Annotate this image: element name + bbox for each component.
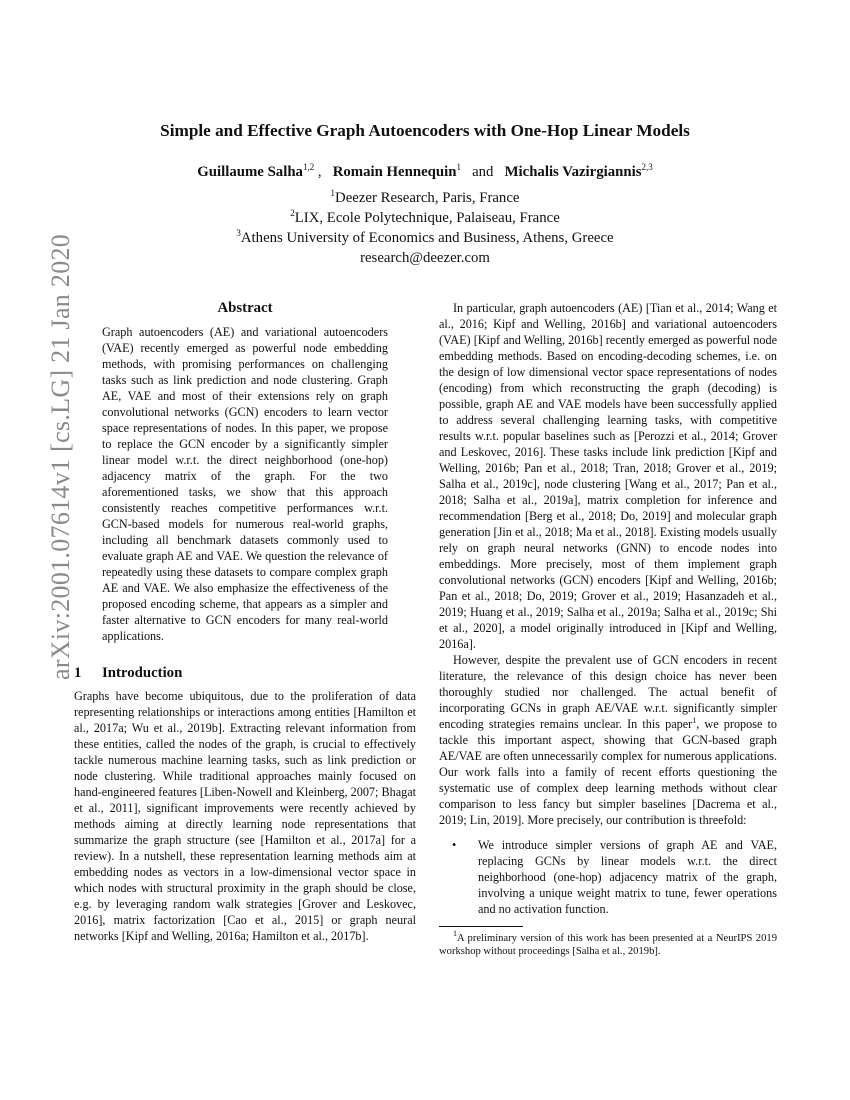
section-number: 1	[74, 665, 82, 681]
footnote-mark: 1	[453, 929, 457, 938]
abstract-heading: Abstract	[217, 300, 273, 316]
affiliation-1-mark: 1	[330, 188, 336, 198]
author-2: Romain Hennequin	[332, 164, 457, 180]
intro-paragraph-3	[439, 652, 777, 828]
abstract-body: Graph autoencoders (AE) and variational autoencoders (VAE) recently emerged as powerful node embedding methods, with promising performances on challenging tasks such as link prediction and node clustering. Graph AE, VAE and most of their extensions rely on graph convolutional networks (GCN) encoders to learn vector space representations of nodes. In this paper, we propose to replace the GCN encoder by a significantly simpler linear model w.r.t. the direct neighborhood (one-hop) adjacency matrix of the graph. For the two aforementioned tasks, we show that this approach consistently reaches competitive performances w.r.t. GCN-based models for numerous real-world graphs, including all benchmark datasets commonly used to evaluate graph AE and VAE. We question the relevance of repeatedly using these datasets to compare complex graph AE and VAE. We also emphasize the effectiveness of the proposed encoding scheme, that appears as a simpler and faster alternative to GCN encoders for many real-world applications.	[102, 325, 388, 643]
author-3-affil: 2,3	[641, 162, 653, 172]
intro-paragraph-1: Graphs have become ubiquitous, due to the proliferation of data representing relationships or interactions among entities [Hamilton et al., 2017a; Wu et al., 2019b]. Extracting relevant information from these entities, called the nodes of the graph, is crucial to effectively tackle numerous machine learning tasks, such as link prediction or node clustering. While traditional approaches mainly focused on hand-engineered features [Liben-Nowell and Kleinberg, 2007; Bhagat et al., 2011], significant improvements were recently achieved by methods aiming at directly learning node representations that summarize the graph structure (see [Hamilton et al., 2017a] for a review). In a nutshell, these representation learning methods aim at embedding nodes as vectors in a low-dimensional vector space in which nodes with structural proximity in the graph should be close, e.g. by leveraging random walk strategies [Grover and Leskovec, 2016], matrix factorization [Cao et al., 2015] or graph neural networks [Kipf and Welling, 2016a; Hamilton et al., 2017b].	[74, 689, 416, 943]
intro-paragraph-2: In particular, graph autoencoders (AE) [Tian et al., 2014; Wang et al., 2016; Kipf and Welling, 2016b] and variational autoencoders (VAE) [Kipf and Welling, 2016b] recently emerged as powerful node embedding methods. Based on encoding-decoding schemes, i.e. on the design of low dimensional vector space representations of nodes (encoding) from which reconstructing the graph (decoding) is possible, graph AE and VAE models have been successfully applied to address several challenging learning tasks, with competitive results w.r.t. popular baselines such as [Perozzi et al., 2014; Grover and Leskovec, 2016]. These tasks include link prediction [Kipf and Welling, 2016b; Pan et al., 2018; Tran, 2018; Grover et al., 2019; Salha et al., 2019c], node clustering [Wang et al., 2017; Pan et al., 2018; Salha et al., 2019a], matrix completion for inference and recommendation [Berg et al., 2018; Do, 2019] and molecular graph generation [Jin et al., 2018; Ma et al., 2018]. Existing models usually rely on graph neural networks (GNN) to encode nodes into embeddings. More precisely, most of them implement graph convolutional networks (GCN) encoders [Kipf and Welling, 2016b; Pan et al., 2018; Do, 2019; Grover et al., 2019; Hasanzadeh et al., 2019; Huang et al., 2019; Salha et al., 2019a; Salha et al., 2019c; Shi et al., 2020], a model originally introduced in [Kipf and Welling, 2016a].	[439, 301, 777, 651]
footnote-text: A preliminary version of this work has been presented at a NeurIPS 2019 workshop without proceedings [Salha et al., 2019b].	[439, 933, 777, 957]
contribution-list-item	[439, 837, 777, 917]
left-column	[74, 300, 416, 944]
author-3: Michalis Vazirgiannis	[504, 164, 642, 180]
affiliation-1	[0, 190, 850, 207]
affiliation-2-mark: 2	[290, 208, 295, 218]
author-list: Guillaume Salha$^{1,2}$ , Romain Hennequin$^1$ and Michalis Vazirgiannis$^{2,3}$	[197, 162, 653, 180]
author-2-affil: 1	[456, 162, 461, 172]
footnote-reference[interactable]: 1	[692, 716, 697, 725]
affiliation-1-text: Deezer Research, Paris, France	[335, 190, 520, 206]
affiliation-3	[0, 230, 850, 247]
footnote-1	[439, 929, 777, 958]
author-1-affil: 1,2	[302, 162, 315, 172]
paper-title: Simple and Effective Graph Autoencoders with One-Hop Linear Models	[160, 121, 690, 140]
bullet-icon: •	[452, 838, 457, 852]
footnote-divider	[439, 926, 523, 927]
affiliation-3-mark: 3	[236, 228, 241, 238]
contribution-1-text: We introduce simpler versions of graph AE and VAE, replacing GCNs by linear models w.r.t. the direct neighborhood (one-hop) adjacency matrix of the graph, involving a unique weight matrix to tune, fewer operations and no activation function.	[478, 838, 777, 916]
affiliation-3-text: Athens University of Economics and Business, Athens, Greece	[240, 230, 614, 246]
arxiv-identifier-stamp: arXiv:2001.07614v1 [cs.LG] 21 Jan 2020	[46, 233, 75, 680]
affiliation-2-text: LIX, Ecole Polytechnique, Palaiseau, France	[294, 210, 560, 226]
intro-paragraph-3-part-b: , we propose to tackle this important aspect, showing that GCN-based graph AE/VAE are often unnecessarily complex for numerous applications. Our work falls into a family of recent efforts questioning the systematic use of complex deep learning methods without clear comparison to less fancy but simpler baselines [Dacrema et al., 2019; Lin, 2019]. More precisely, our contribution is threefold:	[439, 717, 778, 827]
contact-email: research@deezer.com	[360, 250, 490, 266]
author-conjunction: and	[472, 164, 494, 180]
right-column	[439, 300, 777, 958]
author-1: Guillaume Salha	[197, 164, 303, 180]
section-heading-introduction	[74, 665, 416, 681]
section-title: Introduction	[102, 665, 183, 681]
affiliation-2	[0, 210, 850, 227]
intro-paragraph-3-part-a: However, despite the prevalent use of GCN encoders in recent literature, the relevance of this design choice has never been thoroughly studied nor challenged. The actual benefit of incorporating GCNs in graph AE/VAE w.r.t. significantly simpler encoding strategies remains unclear. In this paper	[439, 653, 777, 731]
